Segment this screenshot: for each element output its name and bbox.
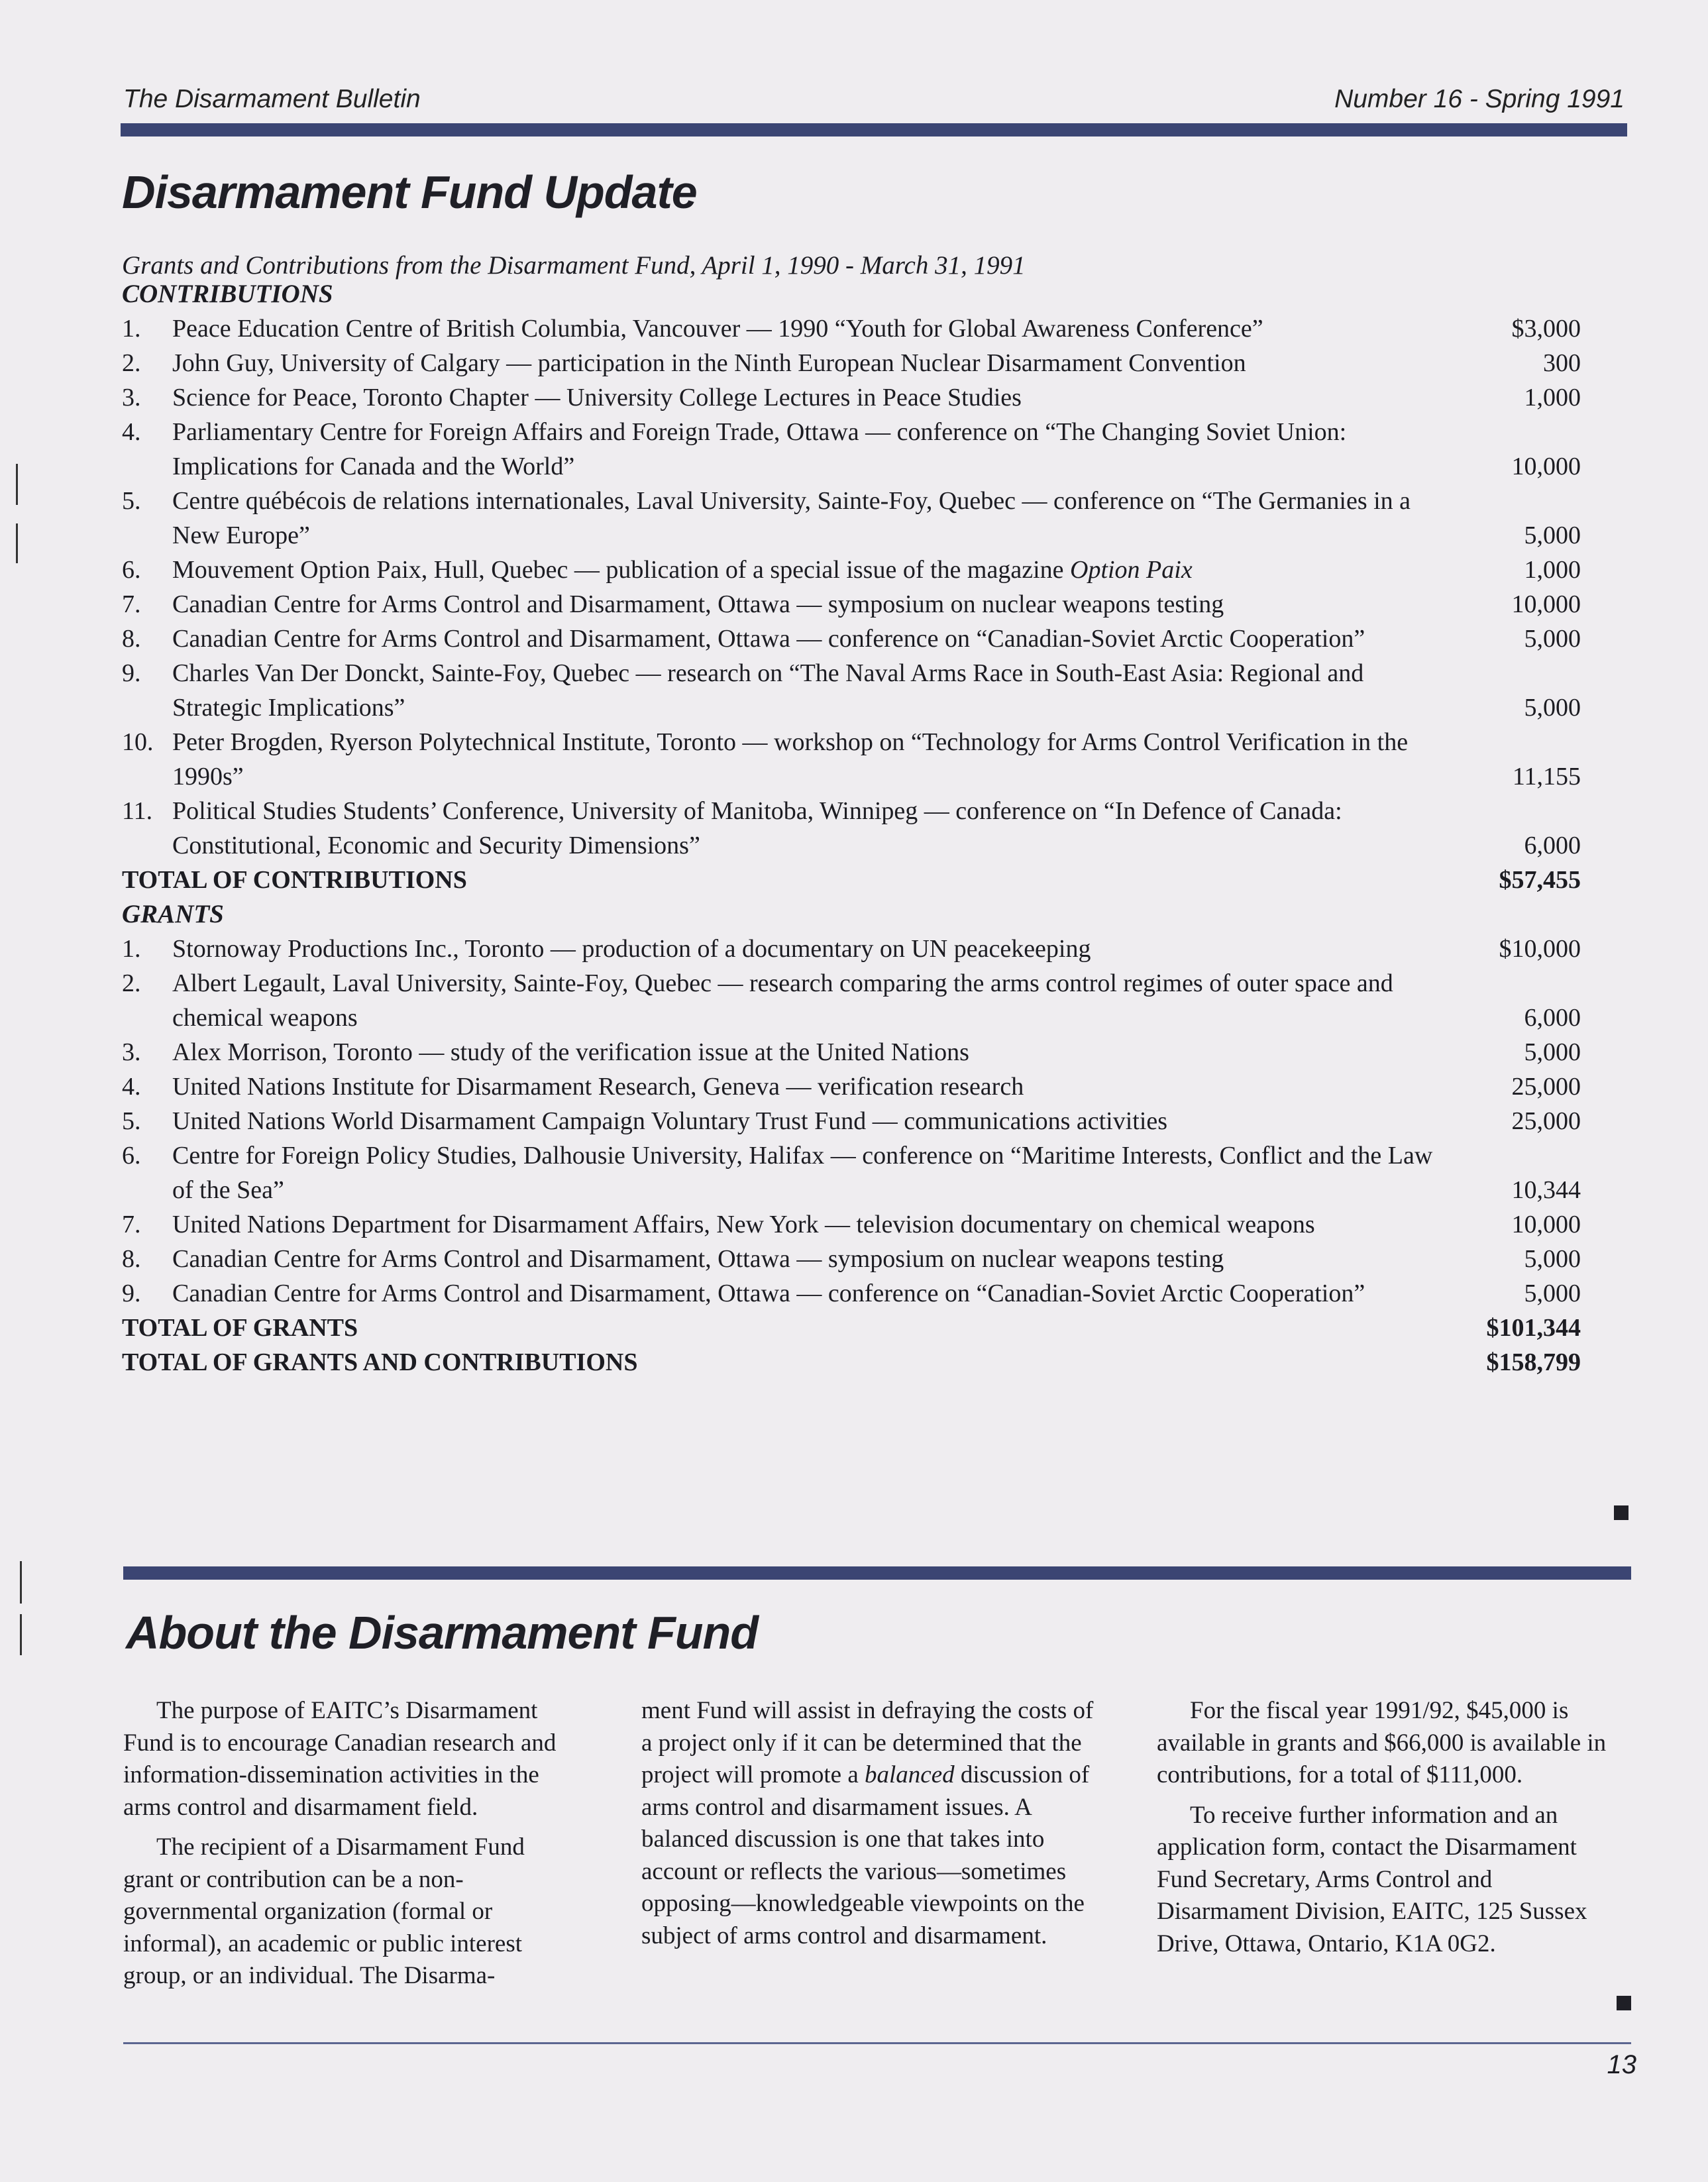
contribution-row	[122, 484, 1581, 553]
contribution-row	[122, 380, 1581, 415]
total-amount: $158,799	[1486, 1348, 1581, 1376]
item-description	[172, 1242, 1448, 1276]
fund-list	[122, 277, 1581, 1380]
total-label: TOTAL OF GRANTS	[122, 1314, 358, 1342]
page-number: 13	[1607, 2050, 1636, 2079]
contribution-row	[122, 415, 1581, 484]
contribution-row	[122, 553, 1581, 587]
binding-mark	[16, 523, 18, 563]
item-description	[172, 587, 1448, 622]
item-description	[172, 966, 1448, 1035]
item-description	[172, 725, 1448, 794]
binding-mark	[16, 464, 18, 505]
item-amount: 5,000	[1524, 694, 1581, 722]
item-description	[172, 311, 1448, 346]
item-number: 4.	[122, 418, 141, 446]
total-contributions-row	[122, 863, 1581, 897]
item-text: Canadian Centre for Arms Control and Disarmament, Ottawa — conference on “Canadian-Soviet Arctic Cooperation”	[172, 1280, 1365, 1307]
grant-row	[122, 1035, 1581, 1069]
item-number: 5.	[122, 487, 141, 515]
update-subtitle: Grants and Contributions from the Disarmament Fund, April 1, 1990 - March 31, 1991	[122, 251, 1026, 280]
item-number: 4.	[122, 1073, 141, 1101]
item-description	[172, 553, 1448, 587]
item-text: Peter Brogden, Ryerson Polytechnical Institute, Toronto — workshop on “Technology for Arms Control Verification in the 1990s”	[172, 728, 1409, 791]
binding-mark	[20, 1561, 22, 1604]
item-description	[172, 415, 1448, 484]
about-paragraph: The recipient of a Disarmament Fund grant or contribution can be a non-governmental organization (formal or informal), an academic or public interest group, or an individual. The Disarma-	[123, 1833, 525, 1989]
item-number: 2.	[122, 349, 141, 377]
grant-row	[122, 1138, 1581, 1207]
about-paragraph: The purpose of EAITC’s Disarmament Fund is to encourage Canadian research and information-dissemination activities in the arms control and disarmament field.	[123, 1697, 557, 1821]
item-amount: 5,000	[1524, 625, 1581, 653]
publication-name: The Disarmament Bulletin	[123, 85, 421, 113]
total-grants-row	[122, 1311, 1581, 1345]
item-amount: 25,000	[1511, 1107, 1581, 1135]
about-paragraph: To receive further information and an application form, contact the Disarmament Fund Secretary, Arms Control and Disarmament Division, EAITC, 125 Sussex Drive, Ottawa, Ontario, K1A 0G2.	[1157, 1801, 1587, 1957]
item-number: 2.	[122, 969, 141, 997]
item-number: 3.	[122, 384, 141, 411]
grant-row	[122, 966, 1581, 1035]
binding-mark	[20, 1614, 22, 1655]
item-amount: 5,000	[1524, 1245, 1581, 1273]
grant-row	[122, 932, 1581, 966]
contribution-row	[122, 794, 1581, 863]
text-run: ment Fund will assist in defraying the costs of a project only if it can be determined that the project will promote a	[641, 1697, 1094, 1788]
item-amount: 10,344	[1511, 1176, 1581, 1204]
total-label: TOTAL OF CONTRIBUTIONS	[122, 866, 467, 894]
item-text: Albert Legault, Laval University, Sainte-Foy, Quebec — research comparing the arms control regimes of outer space and chemical weapons	[172, 969, 1393, 1032]
issue-info: Number 16 - Spring 1991	[1334, 85, 1625, 113]
item-description	[172, 1104, 1448, 1138]
item-description	[172, 1035, 1448, 1069]
item-text: John Guy, University of Calgary — participation in the Ninth European Nuclear Disarmament Convention	[172, 349, 1246, 377]
end-of-article-mark	[1617, 1996, 1631, 2010]
item-number: 6.	[122, 556, 141, 584]
about-paragraph	[641, 1695, 1105, 1952]
contribution-row	[122, 587, 1581, 622]
item-number: 3.	[122, 1038, 141, 1066]
item-text: Mouvement Option Paix, Hull, Quebec — publication of a special issue of the magazine	[172, 556, 1070, 584]
item-amount: 10,000	[1511, 1211, 1581, 1238]
contribution-row	[122, 656, 1581, 725]
item-text: Science for Peace, Toronto Chapter — University College Lectures in Peace Studies	[172, 384, 1022, 411]
item-amount: 11,155	[1512, 763, 1581, 791]
item-amount: 1,000	[1524, 556, 1581, 584]
item-text: United Nations Department for Disarmament Affairs, New York — television documentary on chemical weapons	[172, 1211, 1315, 1238]
about-title: About the Disarmament Fund	[126, 1607, 759, 1659]
item-description	[172, 794, 1448, 863]
footer-rule	[123, 2042, 1631, 2044]
section-divider	[123, 1566, 1631, 1580]
item-number: 5.	[122, 1107, 141, 1135]
item-amount: $10,000	[1499, 935, 1581, 963]
about-paragraph: For the fiscal year 1991/92, $45,000 is available in grants and $66,000 is available in contributions, for a total of $111,000.	[1157, 1697, 1607, 1788]
item-description	[172, 484, 1448, 553]
item-text: Centre québécois de relations internationales, Laval University, Sainte-Foy, Quebec — conference on “The Germanies in a New Europe”	[172, 487, 1411, 549]
grant-row	[122, 1276, 1581, 1311]
item-text: Centre for Foreign Policy Studies, Dalhousie University, Halifax — conference on “Maritime Interests, Conflict and the Law of the Sea”	[172, 1142, 1433, 1204]
item-amount: 300	[1543, 349, 1581, 377]
item-description	[172, 1207, 1448, 1242]
item-text: Canadian Centre for Arms Control and Disarmament, Ottawa — conference on “Canadian-Soviet Arctic Cooperation”	[172, 625, 1365, 653]
item-number: 1.	[122, 315, 141, 343]
item-amount: 6,000	[1524, 832, 1581, 859]
header-rule	[121, 123, 1627, 136]
item-text: Canadian Centre for Arms Control and Disarmament, Ottawa — symposium on nuclear weapons testing	[172, 1245, 1224, 1273]
item-title-italic: Option Paix	[1070, 556, 1193, 584]
text-run: discussion of arms control and disarmament issues. A balanced discussion is one that takes into account or reflects the various—sometimes opposing—knowledgeable viewpoints on the subject of arms control and disarmament.	[641, 1761, 1090, 1949]
item-description	[172, 932, 1448, 966]
item-description	[172, 1138, 1448, 1207]
item-description	[172, 380, 1448, 415]
about-column-3	[1157, 1695, 1621, 1968]
item-amount: 10,000	[1511, 453, 1581, 480]
item-amount: 10,000	[1511, 590, 1581, 618]
end-of-section-mark	[1614, 1505, 1628, 1520]
item-text: Alex Morrison, Toronto — study of the verification issue at the United Nations	[172, 1038, 969, 1066]
item-description	[172, 1069, 1448, 1104]
item-amount: 5,000	[1524, 521, 1581, 549]
item-text: United Nations World Disarmament Campaign Voluntary Trust Fund — communications activities	[172, 1107, 1168, 1135]
item-amount: 25,000	[1511, 1073, 1581, 1101]
item-number: 9.	[122, 1280, 141, 1307]
update-title: Disarmament Fund Update	[122, 166, 697, 218]
item-number: 10.	[122, 728, 154, 756]
grant-row	[122, 1104, 1581, 1138]
emphasis: balanced	[865, 1761, 955, 1788]
contributions-heading: CONTRIBUTIONS	[122, 280, 333, 308]
item-amount: $3,000	[1511, 315, 1581, 343]
item-text: Peace Education Centre of British Columbia, Vancouver — 1990 “Youth for Global Awareness Conference”	[172, 315, 1263, 343]
grant-row	[122, 1069, 1581, 1104]
contribution-row	[122, 311, 1581, 346]
item-number: 9.	[122, 659, 141, 687]
item-number: 8.	[122, 625, 141, 653]
item-number: 11.	[122, 797, 153, 825]
item-description	[172, 1276, 1448, 1311]
grant-row	[122, 1207, 1581, 1242]
grand-total-row	[122, 1345, 1581, 1380]
total-amount: $57,455	[1499, 866, 1581, 894]
item-amount: 5,000	[1524, 1038, 1581, 1066]
item-text: Charles Van Der Donckt, Sainte-Foy, Quebec — research on “The Naval Arms Race in South-East Asia: Regional and Strategic Implications”	[172, 659, 1364, 722]
total-label: TOTAL OF GRANTS AND CONTRIBUTIONS	[122, 1348, 638, 1376]
item-number: 8.	[122, 1245, 141, 1273]
item-number: 6.	[122, 1142, 141, 1170]
about-column-2	[641, 1695, 1105, 1960]
item-description	[172, 656, 1448, 725]
contribution-row	[122, 622, 1581, 656]
item-description	[172, 346, 1448, 380]
item-text: United Nations Institute for Disarmament Research, Geneva — verification research	[172, 1073, 1024, 1101]
item-text: Stornoway Productions Inc., Toronto — production of a documentary on UN peacekeeping	[172, 935, 1091, 963]
item-description	[172, 622, 1448, 656]
item-number: 7.	[122, 1211, 141, 1238]
grant-row	[122, 1242, 1581, 1276]
contribution-row	[122, 346, 1581, 380]
item-number: 7.	[122, 590, 141, 618]
item-text: Parliamentary Centre for Foreign Affairs and Foreign Trade, Ottawa — conference on “The Changing Soviet Union: Implications for Canada and the World”	[172, 418, 1347, 480]
contribution-row	[122, 725, 1581, 794]
total-amount: $101,344	[1486, 1314, 1581, 1342]
item-text: Canadian Centre for Arms Control and Disarmament, Ottawa — symposium on nuclear weapons testing	[172, 590, 1224, 618]
item-number: 1.	[122, 935, 141, 963]
item-amount: 5,000	[1524, 1280, 1581, 1307]
item-text: Political Studies Students’ Conference, University of Manitoba, Winnipeg — conference on “In Defence of Canada: Constitutional, Economic and Security Dimensions”	[172, 797, 1342, 859]
item-amount: 6,000	[1524, 1004, 1581, 1032]
about-column-1	[123, 1695, 580, 2000]
grants-heading: GRANTS	[122, 900, 224, 928]
item-amount: 1,000	[1524, 384, 1581, 411]
